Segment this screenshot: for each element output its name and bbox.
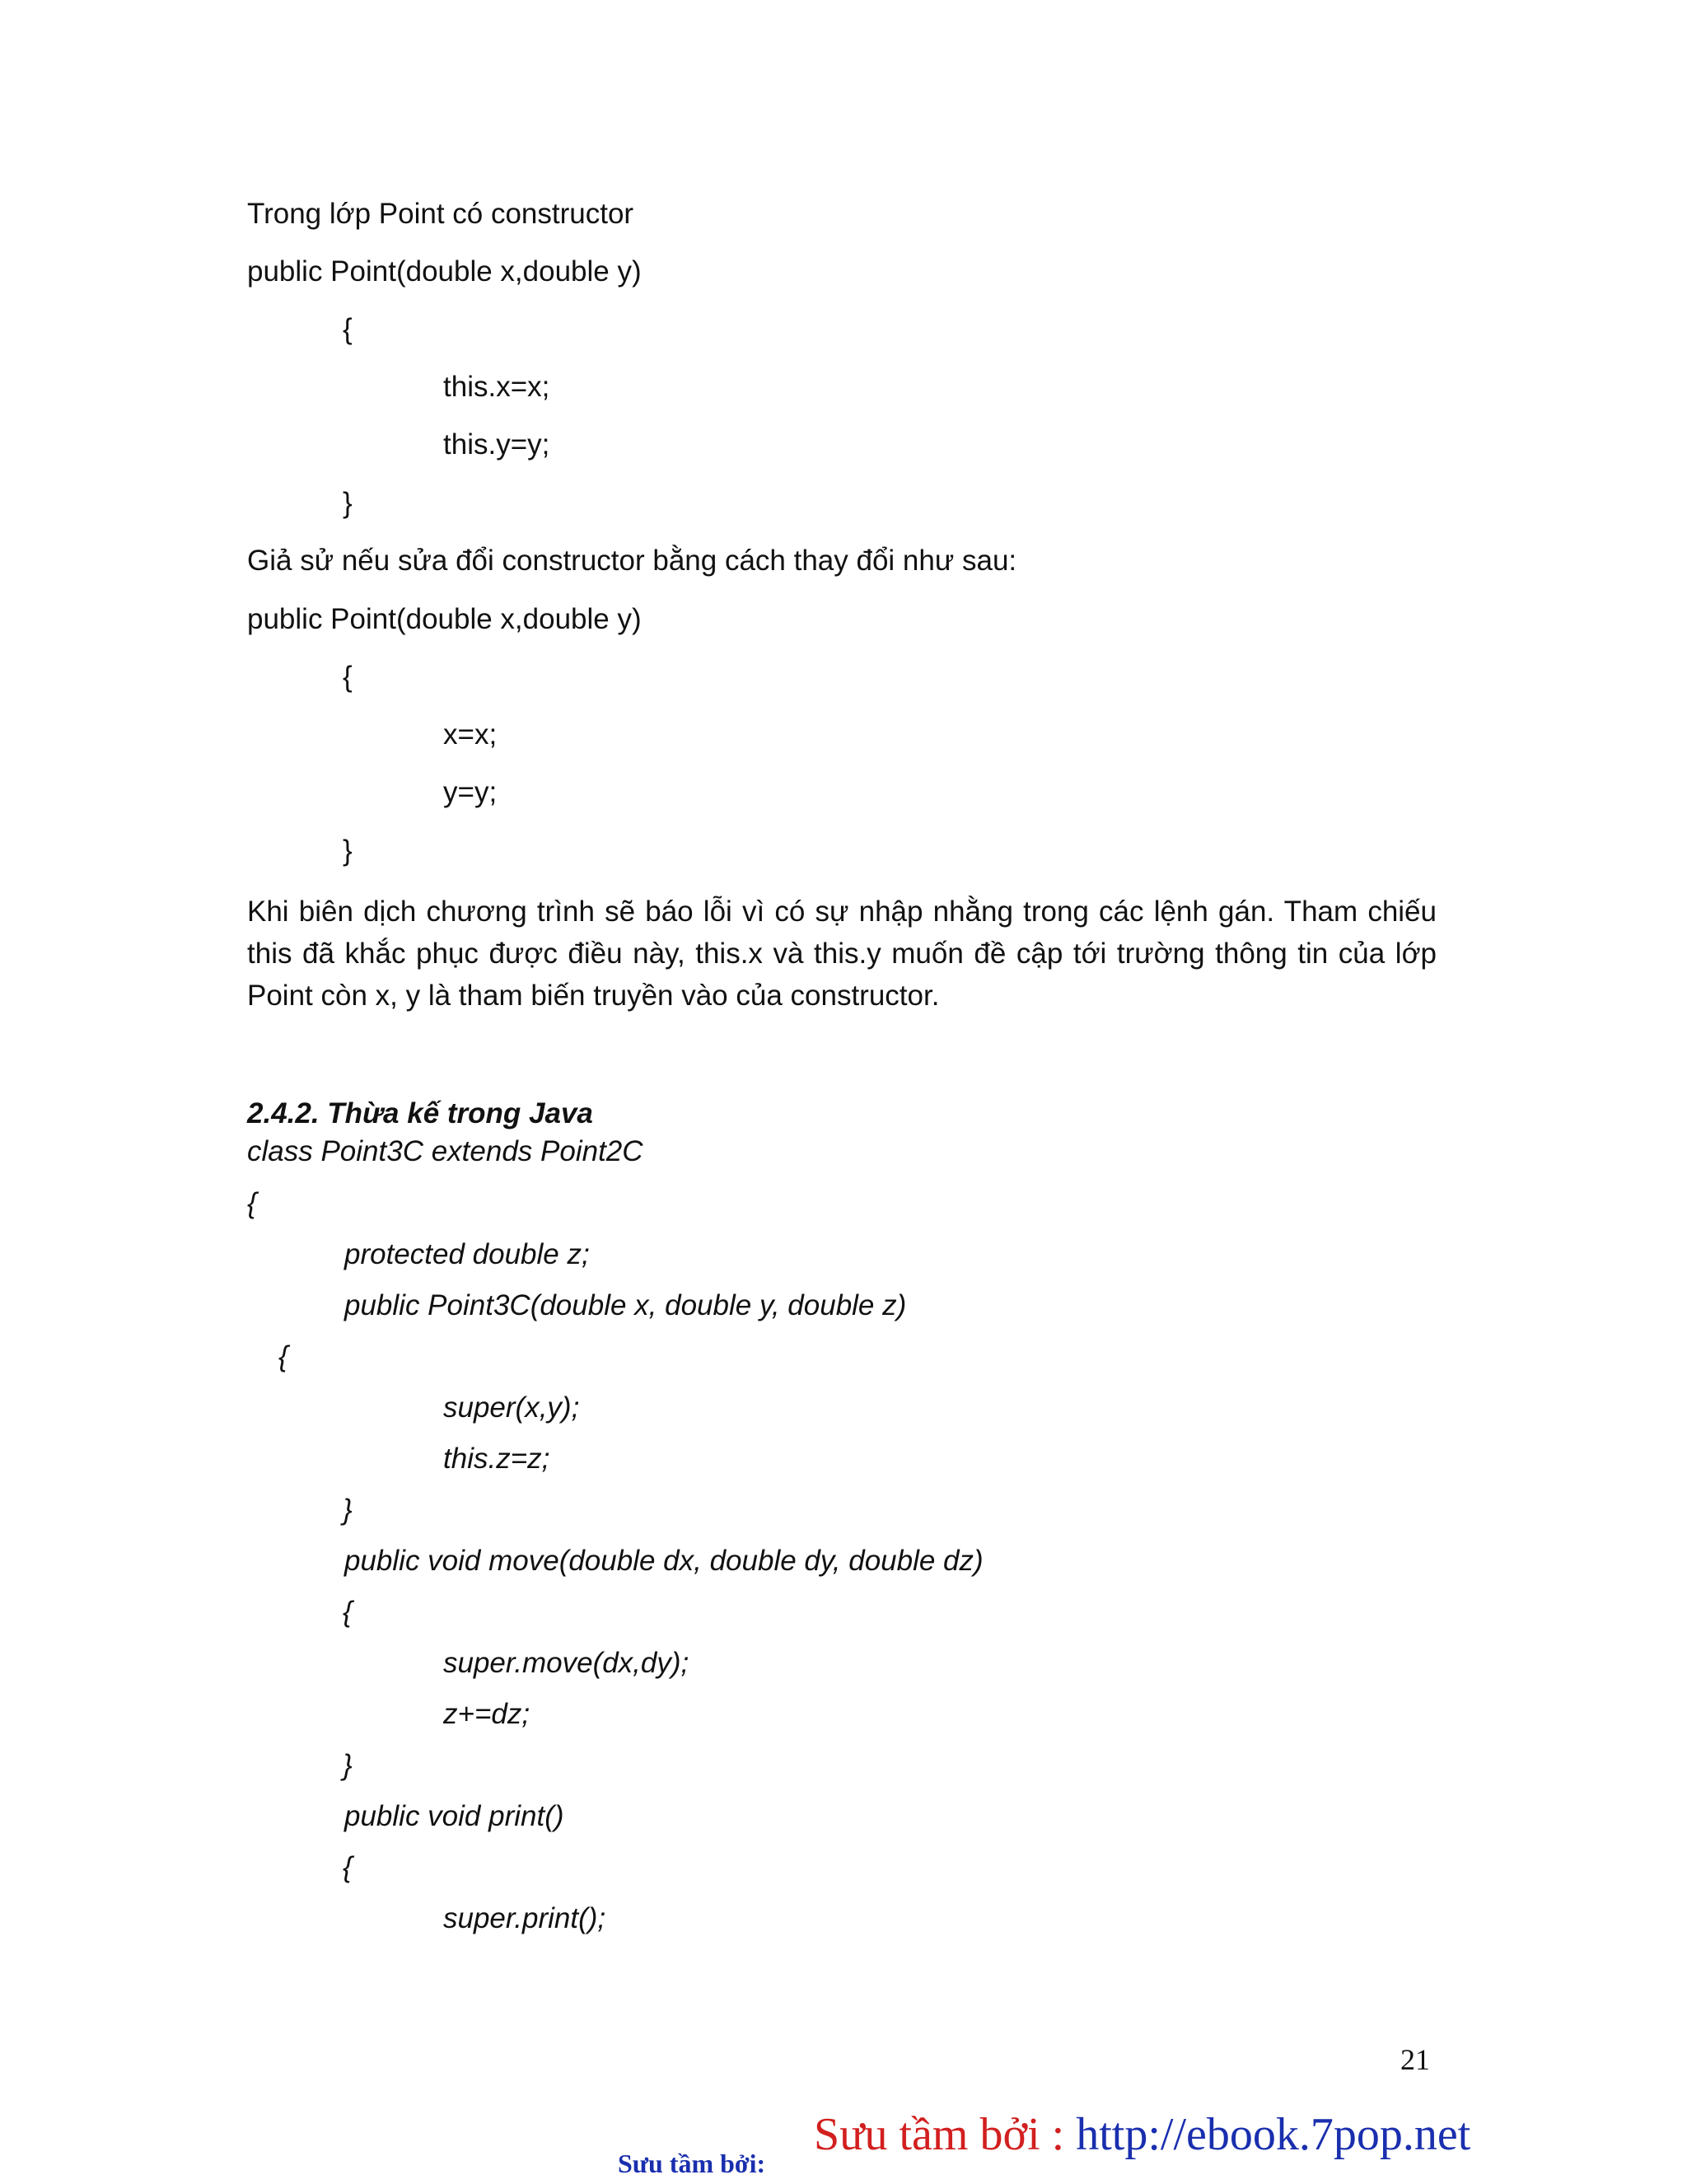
code-line: } <box>343 1749 353 1781</box>
code-line: super.print(); <box>443 1902 606 1934</box>
code-line: public void move(double dx, double dy, double dz) <box>344 1545 984 1577</box>
section-heading: 2.4.2. Thừa kế trong Java <box>247 1097 593 1129</box>
code-line: { <box>343 1596 353 1628</box>
code-line: { <box>278 1340 288 1373</box>
watermark-small: Sưu tầm bởi: <box>618 2149 766 2178</box>
code-line: public void print() <box>344 1800 564 1832</box>
code-line: super.move(dx,dy); <box>443 1647 689 1679</box>
code-signature: public Point(double x,double y) <box>247 255 642 288</box>
code-signature: public Point(double x,double y) <box>247 603 642 635</box>
explanation-paragraph: Khi biên dịch chương trình sẽ báo lỗi vì có sự nhập nhằng trong các lệnh gán. Tham chiếu this đã khắc phục được điều này, this.x và this.y muốn đề cập tới trường thông tin của lớp Point còn x, y là tham biến truyền vào của constructor. <box>247 896 1437 1012</box>
code-line: this.z=z; <box>443 1443 550 1475</box>
code-line: public Point3C(double x, double y, double z) <box>344 1289 907 1321</box>
code-line: super(x,y); <box>443 1391 580 1424</box>
code-line: } <box>343 1494 353 1526</box>
code-brace-open: { <box>343 313 353 345</box>
watermark-prefix: Sưu tầm bởi : <box>814 2109 1077 2160</box>
code-brace-close: } <box>343 835 353 867</box>
code-line: y=y; <box>443 776 498 808</box>
page-number: 21 <box>1400 2043 1430 2076</box>
code-brace-close: } <box>343 487 353 519</box>
watermark-url[interactable]: http://ebook.7pop.net <box>1076 2109 1471 2160</box>
code-line: z+=dz; <box>443 1698 530 1730</box>
code-line: { <box>247 1187 257 1219</box>
code-line: this.y=y; <box>443 428 550 461</box>
code-line: protected double z; <box>344 1238 590 1270</box>
code-line: this.x=x; <box>443 371 550 403</box>
modify-text: Giả sử nếu sửa đổi constructor bằng cách thay đổi như sau: <box>247 545 1017 577</box>
code-line: { <box>343 1851 353 1883</box>
code-line: class Point3C extends Point2C <box>247 1135 643 1167</box>
code-brace-open: { <box>343 661 353 693</box>
watermark <box>814 2106 1470 2163</box>
intro-text: Trong lớp Point có constructor <box>247 198 634 230</box>
code-line: x=x; <box>443 718 498 751</box>
